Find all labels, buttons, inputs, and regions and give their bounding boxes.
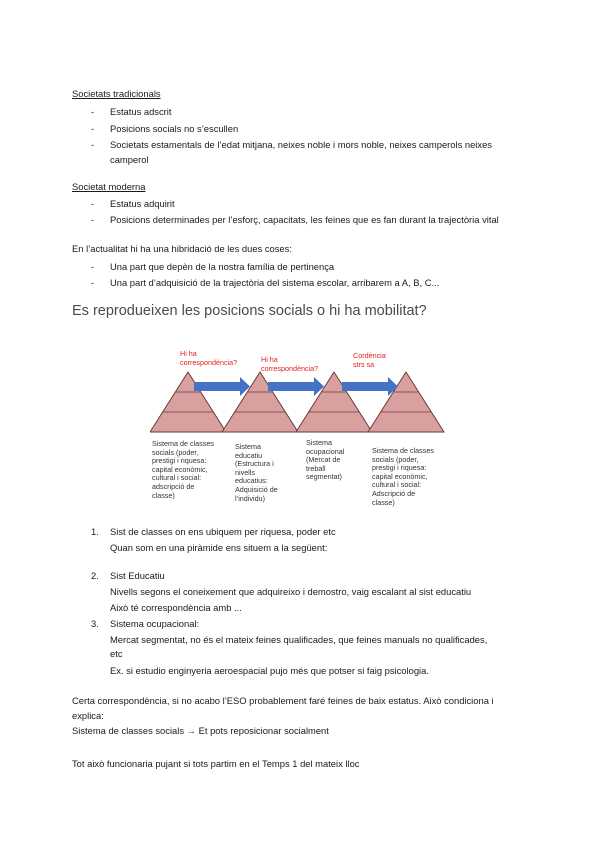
- list-item-text: Nivells segons el coneixement que adquireixo i demostro, vaig escalant al sist educatiu: [110, 586, 472, 597]
- pyramid: [368, 372, 444, 432]
- bullet-dash: -: [91, 214, 95, 225]
- diagram-red-label: Hi ha correspondència?: [261, 355, 319, 373]
- diagram-caption: Sistema ocupacional (Mercat de treball segmentat): [306, 438, 345, 482]
- bullet-item: Estatus adquirit: [110, 198, 175, 209]
- bullet-item: Una part d’adquisició de la trajectòria del sistema escolar, arribarem a A, B, C...: [110, 277, 440, 288]
- hybrid-intro: En l’actualitat hi ha una hibridació de les dues coses:: [72, 243, 292, 254]
- bullet-dash: -: [91, 261, 95, 272]
- bullet-item: Estatus adscrit: [110, 106, 172, 117]
- question-heading: Es reprodueixen les posicions socials o hi ha mobilitat?: [72, 303, 427, 319]
- bullet-dash: -: [91, 123, 95, 134]
- list-item-text: Mercat segmentat, no és el mateix feines qualificades, que feines manuals no qualificades,: [110, 634, 488, 645]
- list-item-text: Ex. si estudio enginyeria aeroespacial pujo més que potser si faig psicologia.: [110, 665, 429, 676]
- pyramid: [222, 372, 298, 432]
- diagram-caption: Sistema educatiu (Estructura i nivells educatius: Adquisició de l’individu): [235, 442, 278, 503]
- bullet-item: Posicions determinades per l’esforç, capacitats, les feines que es fan durant la trajectòria vital: [110, 214, 499, 225]
- diagram-caption: Sistema de classes socials (poder, prestigi i riquesa: capital econòmic, cultural i social: adscripció de classe): [152, 439, 214, 500]
- arrow-right-icon: [194, 377, 250, 396]
- list-number: 1.: [91, 526, 99, 537]
- diagram-red-label: Hi ha correspondència?: [180, 349, 238, 367]
- bullet-dash: -: [91, 277, 95, 288]
- list-item-title: Sistema ocupacional:: [110, 618, 200, 629]
- arrow-right-icon: [268, 377, 324, 396]
- conclusion-text: explica:: [72, 710, 104, 721]
- diagram-red-label: Cordència strs sa: [353, 351, 386, 369]
- pyramid: [150, 372, 226, 432]
- list-item-text: Quan som en una piràmide ens situem a la següent:: [110, 542, 328, 553]
- list-item-text: etc: [110, 648, 123, 659]
- section-heading-modern: Societat moderna: [72, 181, 146, 192]
- list-item-title: Sist de classes on ens ubiquem per riquesa, poder etc: [110, 526, 336, 537]
- list-item-title: Sist Educatiu: [110, 570, 165, 581]
- list-item-text: Això té correspondència amb ...: [110, 602, 242, 613]
- arrow-right-icon: [342, 377, 398, 396]
- section-heading-traditional: Societats tradicionals: [72, 88, 161, 99]
- bullet-dash: -: [91, 198, 95, 209]
- conclusion-text: Sistema de classes socials → Et pots reposicionar socialment: [72, 725, 329, 736]
- bullet-dash: -: [91, 139, 95, 150]
- mobility-diagram: [150, 345, 450, 520]
- conclusion-text: Certa correspondència, si no acabo l’ESO probablement faré feines de baix estatus. Això condiciona i: [72, 695, 494, 706]
- list-number: 2.: [91, 570, 99, 581]
- list-number: 3.: [91, 618, 99, 629]
- bullet-item-continuation: camperol: [110, 154, 149, 165]
- bullet-item: Una part que depèn de la nostra família de pertinença: [110, 261, 335, 272]
- pyramid: [296, 372, 372, 432]
- bullet-dash: -: [91, 106, 95, 117]
- bullet-item: Societats estamentals de l’edat mitjana, neixes noble i mors noble, neixes camperols neixes: [110, 139, 492, 150]
- bullet-item: Posicions socials no s’escullen: [110, 123, 239, 134]
- diagram-caption: Sistema de classes socials (poder, prestigi i riquesa: capital econòmic, cultural i social: Adscripció de classe): [372, 446, 434, 507]
- final-statement: Tot això funcionaria pujant si tots partim en el Temps 1 del mateix lloc: [72, 758, 360, 769]
